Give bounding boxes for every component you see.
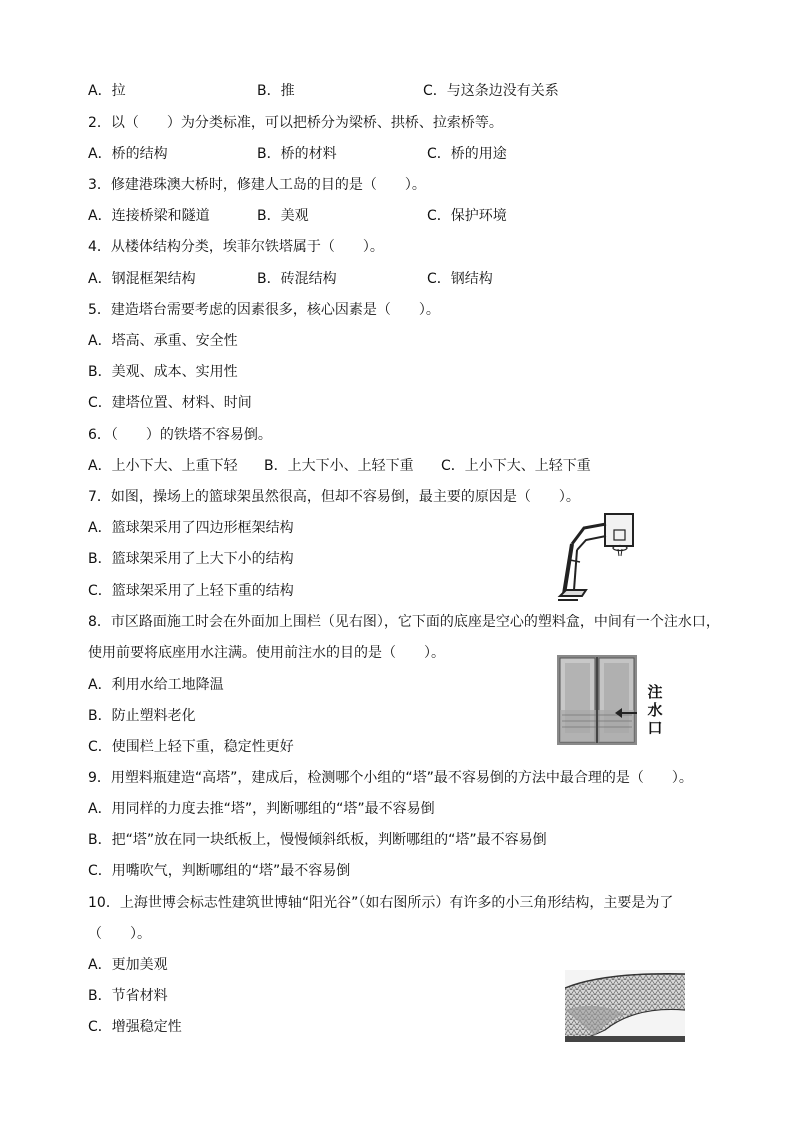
q10-stem-line1: 10．上海世博会标志性建筑世博轴“阳光谷”（如右图所示）有许多的小三角形结构，主要是为了 bbox=[88, 895, 674, 911]
q4-stem: 4．从楼体结构分类，埃菲尔铁塔属于（ ）。 bbox=[88, 239, 384, 255]
q5-stem: 5．建造塔台需要考虑的因素很多，核心因素是（ ）。 bbox=[88, 302, 440, 318]
q1-option-b: B．推 bbox=[257, 83, 295, 99]
q7-option-a: A．篮球架采用了四边形框架结构 bbox=[88, 520, 294, 536]
q8-option-a: A．利用水给工地降温 bbox=[88, 677, 224, 693]
q4-option-a: A．钢混框架结构 bbox=[88, 271, 196, 287]
q3-stem: 3．修建港珠澳大桥时，修建人工岛的目的是（ ）。 bbox=[88, 177, 426, 193]
q5-option-b: B．美观、成本、实用性 bbox=[88, 364, 238, 380]
q8-option-b: B．防止塑料老化 bbox=[88, 708, 196, 724]
q2-stem: 2．以（ ）为分类标准，可以把桥分为梁桥、拱桥、拉索桥等。 bbox=[88, 115, 503, 131]
q3-option-c: C．保护环境 bbox=[427, 208, 507, 224]
q6-option-c: C．上小下大、上轻下重 bbox=[441, 458, 591, 474]
q2-option-b: B．桥的材料 bbox=[257, 146, 337, 162]
q1-option-a: A．拉 bbox=[88, 83, 126, 99]
q2-option-c: C．桥的用途 bbox=[427, 146, 507, 162]
q8-stem-line2: 使用前要将底座用水注满。使用前注水的目的是（ ）。 bbox=[88, 645, 445, 661]
figure-label-char: 水 bbox=[647, 701, 663, 719]
q10-option-b: B．节省材料 bbox=[88, 988, 168, 1004]
q10-stem-line2: （ ）。 bbox=[88, 926, 151, 942]
q4-option-c: C．钢结构 bbox=[427, 271, 493, 287]
basketball-stand-figure bbox=[556, 510, 638, 604]
q7-option-c: C．篮球架采用了上轻下重的结构 bbox=[88, 583, 294, 599]
q7-stem: 7．如图，操场上的篮球架虽然很高，但却不容易倒，最主要的原因是（ ）。 bbox=[88, 489, 580, 505]
figure-label bbox=[646, 683, 664, 737]
q1-option-c: C．与这条边没有关系 bbox=[423, 83, 559, 99]
q10-option-c: C．增强稳定性 bbox=[88, 1019, 182, 1035]
figure-label-char: 注 bbox=[647, 683, 663, 701]
q9-stem: 9．用塑料瓶建造“高塔”，建成后，检测哪个小组的“塔”最不容易倒的方法中最合理的是（ ）。 bbox=[88, 770, 693, 786]
pointer-arrowhead-icon bbox=[615, 708, 622, 718]
q9-option-c: C．用嘴吹气，判断哪组的“塔”最不容易倒 bbox=[88, 863, 351, 879]
q9-option-b: B．把“塔”放在同一块纸板上，慢慢倾斜纸板，判断哪组的“塔”最不容易倒 bbox=[88, 832, 547, 848]
q5-option-a: A．塔高、承重、安全性 bbox=[88, 333, 238, 349]
q5-option-c: C．建塔位置、材料、时间 bbox=[88, 395, 252, 411]
q9-option-a: A．用同样的力度去推“塔”，判断哪组的“塔”最不容易倒 bbox=[88, 801, 435, 817]
figure-label-char: 口 bbox=[647, 719, 663, 737]
q4-option-b: B．砖混结构 bbox=[257, 271, 337, 287]
q8-stem-line1: 8．市区路面施工时会在外面加上围栏（见右图），它下面的底座是空心的塑料盒，中间有一个注水口， bbox=[88, 614, 720, 630]
q7-option-b: B．篮球架采用了上大下小的结构 bbox=[88, 551, 294, 567]
q6-option-b: B．上大下小、上轻下重 bbox=[264, 458, 414, 474]
q3-option-b: B．美观 bbox=[257, 208, 309, 224]
sun-valley-figure bbox=[565, 970, 685, 1042]
barrier-photo bbox=[557, 655, 637, 745]
q10-option-a: A．更加美观 bbox=[88, 957, 168, 973]
q3-option-a: A．连接桥梁和隧道 bbox=[88, 208, 210, 224]
q6-stem: 6．（ ）的铁塔不容易倒。 bbox=[88, 427, 272, 443]
q8-option-c: C．使围栏上轻下重，稳定性更好 bbox=[88, 739, 294, 755]
q6-option-a: A．上小下大、上重下轻 bbox=[88, 458, 238, 474]
q2-option-a: A．桥的结构 bbox=[88, 146, 168, 162]
barrier-base-figure bbox=[557, 655, 667, 745]
